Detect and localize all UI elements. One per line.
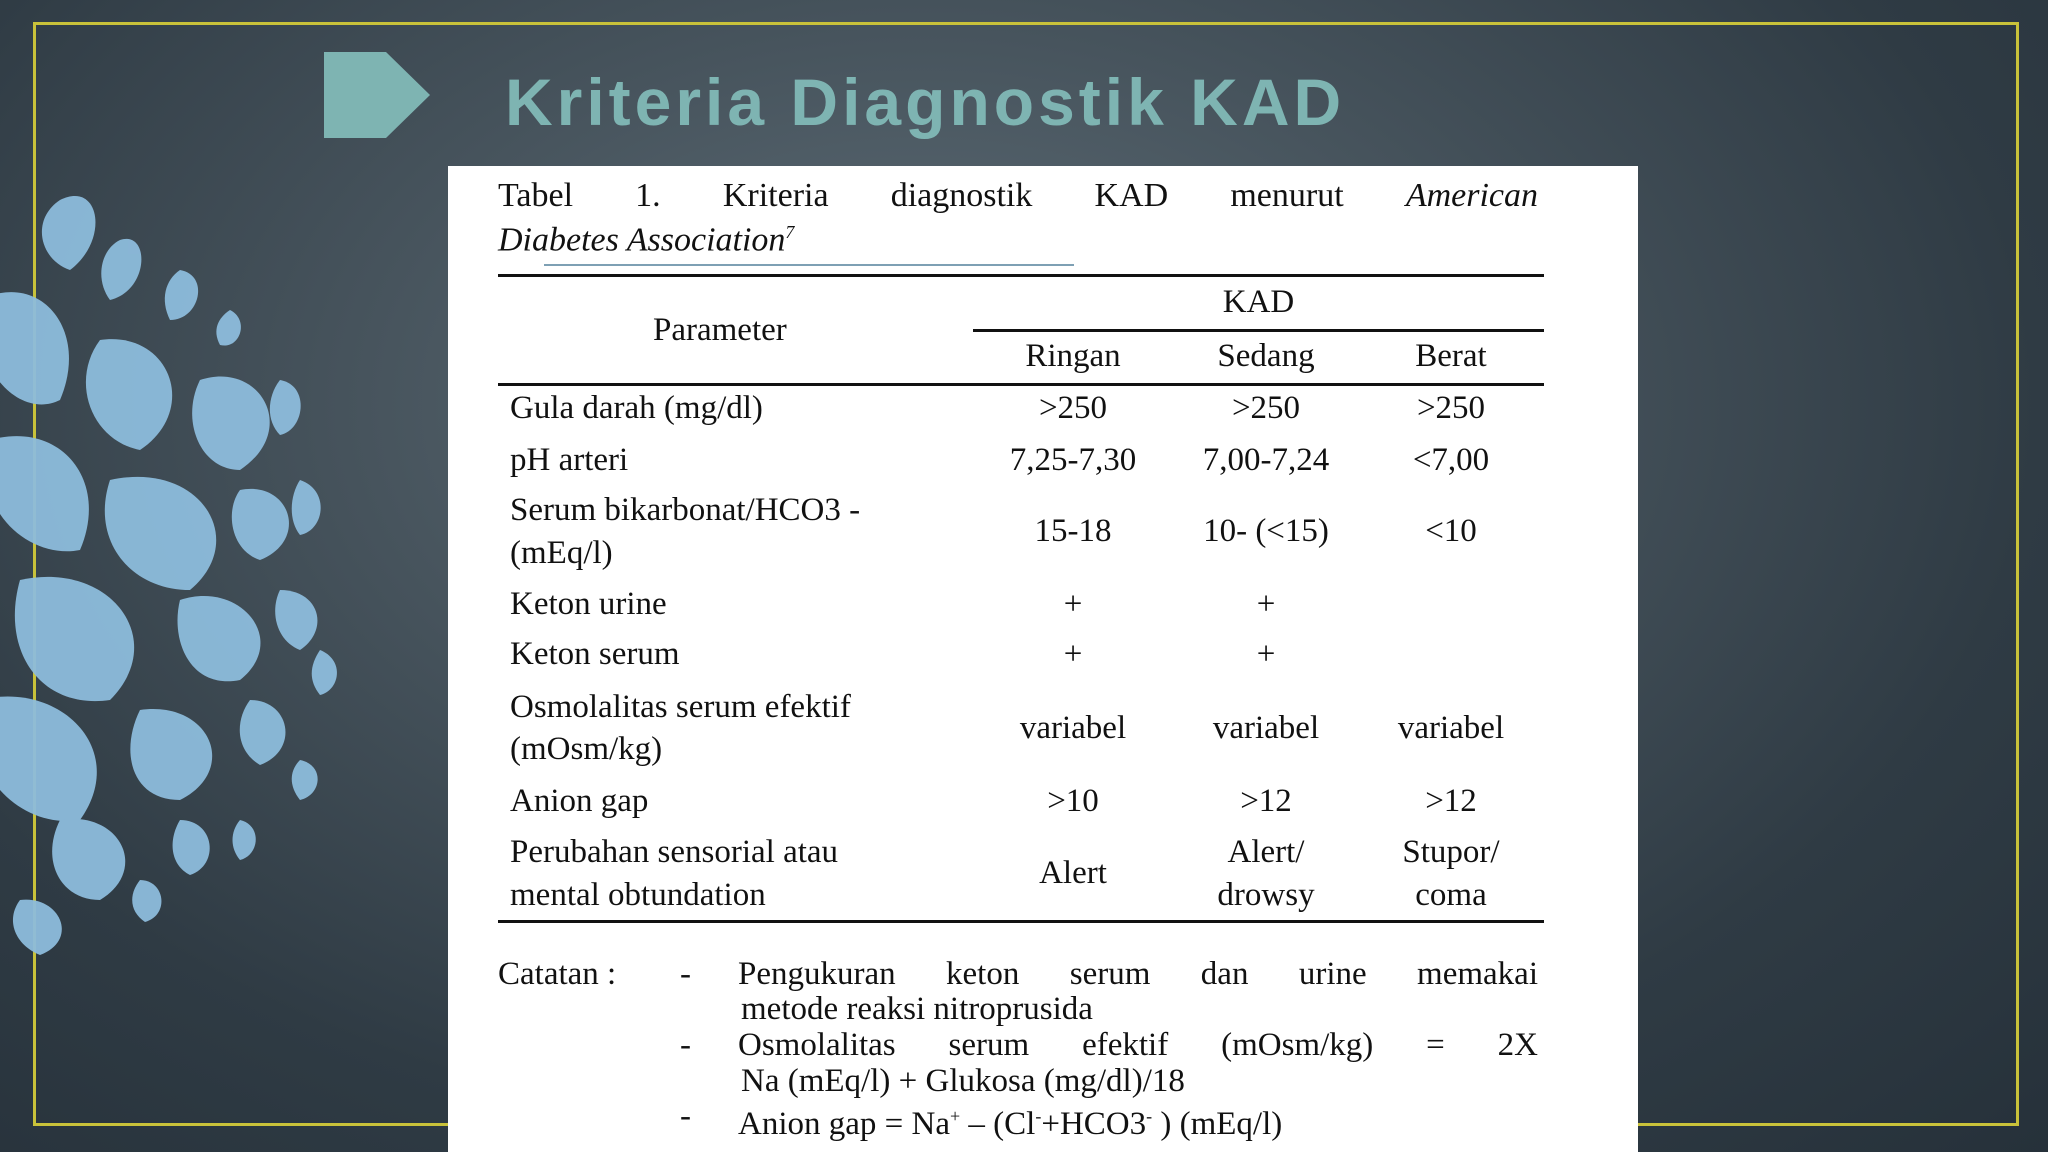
kad-group-rule: [973, 329, 1544, 332]
note-2-line-1: Osmolalitas serum efektif (mOsm/kg) = 2X: [738, 1027, 1538, 1063]
cell-sedang: >250: [1231, 390, 1301, 426]
row-param-perubahan-sensorial-2: mental obtundation: [510, 877, 766, 913]
note-dash: -: [680, 956, 691, 992]
cell-berat: >12: [1425, 783, 1477, 819]
row-param-serum-bikarbonat-unit: (mEq/l): [510, 535, 613, 571]
column-header-sedang: Sedang: [1217, 338, 1315, 374]
row-param-perubahan-sensorial: Perubahan sensorial atau: [510, 834, 839, 870]
slide-title: Kriteria Diagnostik KAD: [505, 65, 1346, 139]
table-caption: Tabel 1. Kriteria diagnostik KAD menurut American: [498, 177, 1538, 214]
cell-ringan: +: [1063, 586, 1083, 622]
cell-sedang: Alert/ drowsy: [1217, 834, 1315, 913]
note-dash: -: [680, 1027, 691, 1063]
cell-berat: <7,00: [1412, 442, 1490, 478]
table-caption-line2: Diabetes Association$^7$: [498, 221, 795, 259]
cell-ringan: >10: [1047, 783, 1099, 819]
row-param-serum-bikarbonat: Serum bikarbonat/HCO3 -: [510, 492, 861, 528]
notes-label: Catatan :: [498, 956, 617, 992]
cell-ringan: 15-18: [1034, 513, 1112, 549]
cell-sedang: 7,00-7,24: [1202, 442, 1330, 478]
cell-berat: Stupor/ coma: [1402, 834, 1500, 913]
table-image-panel: [448, 166, 1638, 1152]
table-bottom-rule: [498, 920, 1544, 923]
note-1-line-2: metode reaksi nitroprusida: [741, 991, 1093, 1027]
row-param-ph-arteri: pH arteri: [510, 442, 629, 478]
column-header-ringan: Ringan: [1025, 338, 1121, 374]
column-header-berat: Berat: [1415, 338, 1487, 374]
row-param-gula-darah: Gula darah (mg/dl): [510, 390, 763, 426]
note-1-line-1: Pengukuran keton serum dan urine memakai: [738, 956, 1538, 992]
row-param-keton-serum: Keton serum: [510, 636, 680, 672]
leaf-cluster-icon: [0, 180, 360, 980]
cell-sedang: >12: [1240, 783, 1292, 819]
row-param-osmolalitas-unit: (mOsm/kg): [510, 731, 663, 767]
table-header-rule: [498, 383, 1544, 386]
row-param-keton-urine: Keton urine: [510, 586, 667, 622]
note-dash: -: [680, 1098, 691, 1134]
cell-ringan: 7,25-7,30: [1009, 442, 1137, 478]
cell-sedang: 10- (<15): [1203, 513, 1329, 549]
parameter-header: Parameter: [653, 312, 787, 348]
cell-berat: variabel: [1397, 710, 1505, 746]
cell-sedang: +: [1256, 586, 1276, 622]
table-top-rule: [498, 274, 1544, 277]
cell-ringan: >250: [1038, 390, 1108, 426]
kad-group-header: KAD: [1222, 284, 1295, 320]
cell-berat: >250: [1416, 390, 1486, 426]
note-3-anion-gap-formula: Anion gap = Na+ – (Cl-+HCO3- ) (mEq/l): [738, 1106, 1283, 1142]
cell-sedang: +: [1256, 636, 1276, 672]
note-2-line-2: Na (mEq/l) + Glukosa (mg/dl)/18: [741, 1063, 1185, 1099]
cell-ringan: variabel: [1019, 710, 1127, 746]
blue-underline: [544, 264, 1074, 266]
cell-ringan: Alert: [1039, 855, 1107, 891]
cell-ringan: +: [1063, 636, 1083, 672]
title-arrow-icon: [324, 52, 430, 138]
cell-sedang: variabel: [1212, 710, 1320, 746]
row-param-anion-gap: Anion gap: [510, 783, 649, 819]
cell-berat: <10: [1425, 513, 1477, 549]
row-param-osmolalitas: Osmolalitas serum efektif: [510, 689, 851, 725]
